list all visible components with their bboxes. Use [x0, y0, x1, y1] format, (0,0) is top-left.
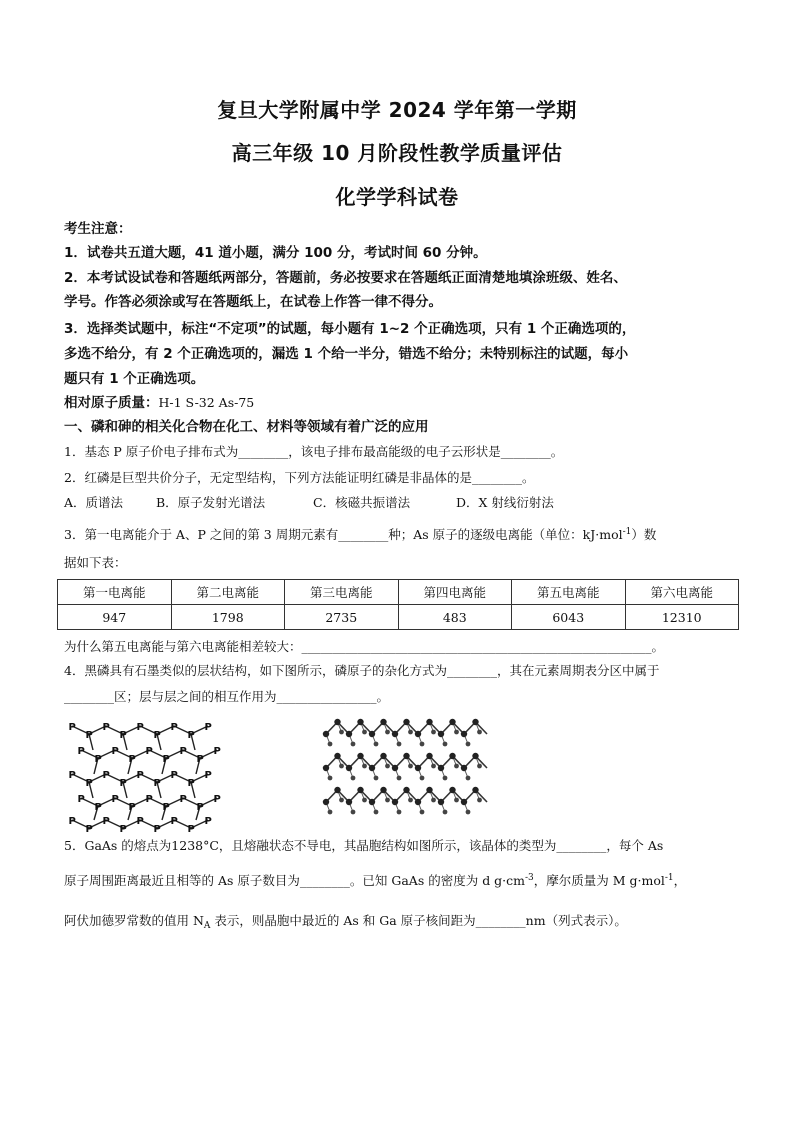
notice-line-6: 题只有 1 个正确选项。	[64, 371, 205, 387]
question-1: 1．基态 P 原子价电子排布式为________，该电子排布最高能级的电子云形状是________。	[64, 444, 564, 459]
svg-text:P: P	[187, 824, 195, 832]
table-cell: 483	[398, 605, 512, 630]
svg-text:P: P	[145, 746, 153, 757]
question-4-continued: ________区；层与层之间的相互作用为________________。	[64, 689, 390, 704]
svg-text:P: P	[119, 730, 127, 741]
svg-text:P: P	[204, 816, 212, 827]
question-4: 4．黑磷具有石墨类似的层状结构，如下图所示，磷原子的杂化方式为________，其在元素周期表分区中属于	[64, 663, 660, 678]
svg-text:P: P	[179, 794, 187, 805]
unit-exponent: -1	[622, 527, 632, 537]
table-cell: 1798	[171, 605, 285, 630]
atomic-mass-values: H-1 S-32 As-75	[158, 395, 255, 410]
q5-text-d: 阿伏加德罗常数的值用 N	[64, 913, 204, 928]
svg-text:P: P	[68, 816, 76, 827]
exam-subtitle: 高三年级 10 月阶段性教学质量评估	[231, 141, 563, 165]
layered-structure-diagram	[318, 708, 488, 822]
question-5-line-2	[64, 871, 744, 889]
svg-text:P: P	[94, 802, 102, 813]
notice-line-3: 学号。作答必须涂或写在答题纸上，在试卷上作答一律不得分。	[64, 294, 442, 310]
svg-text:P: P	[94, 754, 102, 765]
notice-line-2: 2．本考试设试卷和答题纸两部分，答题前，务必按要求在答题纸正面清楚地填涂班级、姓名、	[64, 270, 627, 286]
svg-text:P: P	[119, 778, 127, 789]
option-a: A．质谱法	[64, 495, 124, 510]
svg-text:P: P	[196, 754, 204, 765]
svg-text:P: P	[136, 816, 144, 827]
svg-text:P: P	[119, 824, 127, 832]
svg-text:P: P	[111, 794, 119, 805]
svg-text:P: P	[136, 722, 144, 733]
table-header-cell: 第三电离能	[285, 580, 399, 605]
svg-text:P: P	[68, 722, 76, 733]
table-row	[58, 605, 739, 630]
table-cell: 6043	[512, 605, 626, 630]
table-header-cell: 第四电离能	[398, 580, 512, 605]
svg-text:P: P	[170, 722, 178, 733]
svg-text:P: P	[136, 770, 144, 781]
notice-line-1: 1．试卷共五道大题，41 道小题，满分 100 分，考试时间 60 分钟。	[64, 245, 487, 261]
svg-text:P: P	[170, 816, 178, 827]
svg-text:P: P	[85, 824, 93, 832]
question-3-text: 3．第一电离能介于 A、P 之间的第 3 周期元素有________种；As 原子的逐级电离能（单位：kJ·mol	[64, 527, 623, 542]
section-heading: 一、磷和砷的相关化合物在化工、材料等领域有着广泛的应用	[64, 419, 429, 435]
svg-text:P: P	[213, 794, 221, 805]
question-3	[64, 525, 744, 543]
svg-text:P: P	[102, 770, 110, 781]
svg-text:P: P	[187, 730, 195, 741]
option-d: D．X 射线衍射法	[456, 495, 554, 510]
question-3-text-end: ）数	[631, 527, 657, 542]
svg-text:P: P	[170, 770, 178, 781]
ionization-energy-table	[57, 579, 739, 630]
table-header-cell: 第二电离能	[171, 580, 285, 605]
option-b: B．原子发射光谱法	[156, 495, 266, 510]
q5-text-b: ，摩尔质量为 M g·mol	[533, 873, 665, 888]
table-header-cell: 第一电离能	[58, 580, 172, 605]
atomic-mass-label: 相对原子质量：	[64, 395, 159, 411]
svg-text:P: P	[111, 746, 119, 757]
svg-text:P: P	[162, 754, 170, 765]
svg-text:P: P	[153, 730, 161, 741]
exam-title: 复旦大学附属中学 2024 学年第一学期	[217, 98, 577, 122]
table-header-cell: 第六电离能	[625, 580, 739, 605]
svg-text:P: P	[77, 794, 85, 805]
question-3-continued: 据如下表：	[64, 555, 127, 570]
density-exponent: -3	[525, 873, 534, 883]
svg-text:P: P	[128, 802, 136, 813]
table-cell: 12310	[625, 605, 739, 630]
q5-text-c: ，	[673, 873, 687, 888]
question-5-line-3	[64, 911, 744, 931]
q5-text-a: 原子周围距离最近且相等的 As 原子数目为________。已知 GaAs 的密度为 d g·cm	[64, 873, 525, 888]
table-header-cell: 第五电离能	[512, 580, 626, 605]
svg-text:P: P	[77, 746, 85, 757]
table-cell: 947	[58, 605, 172, 630]
svg-text:P: P	[153, 778, 161, 789]
notice-line-4: 3．选择类试题中，标注“不定项”的试题，每小题有 1~2 个正确选项，只有 1 个正确选项的，	[64, 321, 636, 337]
svg-text:P: P	[187, 778, 195, 789]
svg-text:P: P	[213, 746, 221, 757]
svg-text:P: P	[204, 770, 212, 781]
svg-text:P: P	[85, 778, 93, 789]
svg-text:P: P	[128, 754, 136, 765]
svg-text:P: P	[204, 722, 212, 733]
svg-text:P: P	[179, 746, 187, 757]
table-cell: 2735	[285, 605, 399, 630]
question-5: 5．GaAs 的熔点为1238°C，且熔融状态不导电，其晶胞结构如图所示，该晶体的类型为________，每个 As	[64, 838, 664, 853]
avogadro-subscript: A	[203, 921, 211, 931]
q5-text-e: 表示，则晶胞中最近的 As 和 Ga 原子核间距为________nm（列式表示）。	[210, 913, 627, 928]
question-2: 2．红磷是巨型共价分子，无定型结构，下列方法能证明红磷是非晶体的是________。	[64, 470, 535, 485]
table-header-row	[58, 580, 739, 605]
svg-text:P: P	[102, 722, 110, 733]
atomic-mass-line	[64, 391, 744, 411]
svg-text:P: P	[85, 730, 93, 741]
molar-mass-exponent: -1	[664, 873, 674, 883]
notice-heading: 考生注意：	[64, 221, 132, 237]
svg-text:P: P	[68, 770, 76, 781]
svg-text:P: P	[196, 802, 204, 813]
option-c: C．核磁共振谱法	[313, 495, 411, 510]
subject-title: 化学学科试卷	[335, 185, 459, 209]
notice-line-5: 多选不给分，有 2 个正确选项的，漏选 1 个给一半分，错选不给分；未特别标注的试题，每小	[64, 346, 629, 362]
svg-text:P: P	[145, 794, 153, 805]
svg-text:P: P	[162, 802, 170, 813]
black-phosphorus-layer-diagram	[64, 712, 224, 832]
svg-text:P: P	[102, 816, 110, 827]
svg-text:P: P	[153, 824, 161, 832]
question-3-followup: 为什么第五电离能与第六电离能相差较大：________________________________________________________。	[64, 639, 665, 654]
